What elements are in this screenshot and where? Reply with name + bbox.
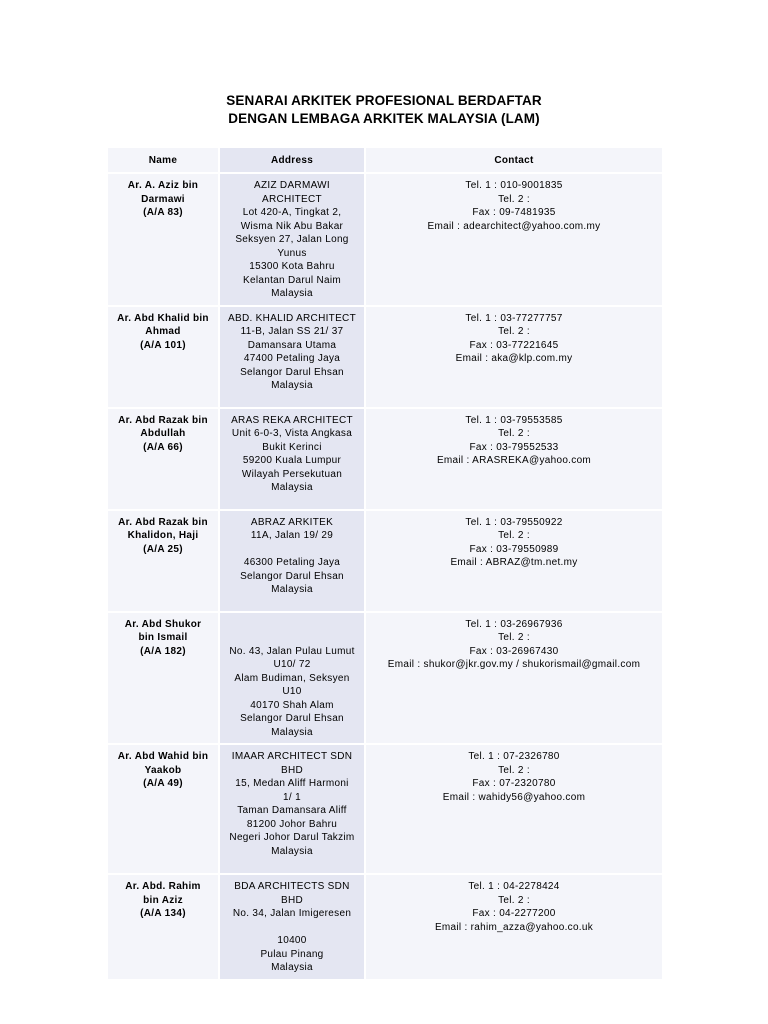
title-line-1: SENARAI ARKITEK PROFESIONAL BERDAFTAR <box>226 93 542 108</box>
address-line: AZIZ DARMAWI ARCHITECT <box>253 180 330 205</box>
address-cell <box>220 875 364 979</box>
architect-name-cell <box>108 511 218 611</box>
table-row <box>108 511 662 611</box>
name-line: Abdullah <box>140 428 186 439</box>
name-line: Ar. Abd Wahid bin <box>117 751 209 762</box>
contact-line: Tel. 1 : 03-26967936 <box>465 618 563 630</box>
contact-line: Tel. 1 : 010-9001835 <box>465 180 563 191</box>
address-line: Taman Damansara Aliff <box>237 805 347 816</box>
contact-line: Email : aka@klp.com.my <box>455 353 573 364</box>
contact-line: Email : wahidy56@yahoo.com <box>442 791 586 803</box>
address-line: Wisma Nik Abu Bakar <box>240 220 344 232</box>
address-line <box>223 921 361 935</box>
name-line: (A/A 83) <box>143 207 183 218</box>
architect-name-cell <box>108 307 218 407</box>
contact-line: Tel. 1 : 03-79553585 <box>465 414 563 426</box>
address-line: No. 43, Jalan Pulau Lumut <box>229 645 355 657</box>
table-row <box>108 307 662 407</box>
address-line: No. 34, Jalan Imigeresen <box>232 908 352 919</box>
name-line: bin Ismail <box>138 632 188 643</box>
contact-line: Email : ARASREKA@yahoo.com <box>436 455 592 466</box>
contact-line: Fax : 03-79550989 <box>469 543 559 555</box>
address-line: Seksyen 27, Jalan Long <box>235 234 349 245</box>
name-line: (A/A 101) <box>140 339 186 351</box>
contact-line: Fax : 07-2320780 <box>472 778 556 789</box>
contact-line: Tel. 1 : 03-79550922 <box>465 516 563 528</box>
address-line: Malaysia <box>271 962 313 973</box>
address-line: 15, Medan Aliff Harmoni <box>235 778 349 789</box>
address-line: Yunus <box>277 247 307 259</box>
address-line: 11A, Jalan 19/ 29 <box>250 530 334 541</box>
address-line: Malaysia <box>271 726 313 738</box>
address-line: Unit 6-0-3, Vista Angkasa <box>231 428 353 439</box>
contact-cell <box>366 613 662 744</box>
name-line: Ar. Abd Shukor <box>124 618 202 630</box>
address-line: Bukit Kerinci <box>262 441 322 453</box>
contact-line: Tel. 2 : <box>498 632 530 643</box>
architects-table <box>106 146 664 981</box>
name-line: Ar. A. Aziz bin <box>127 180 199 191</box>
contact-cell <box>366 307 662 407</box>
address-line: ARAS REKA ARCHITECT <box>231 414 353 426</box>
address-cell <box>220 745 364 873</box>
name-line: Ar. Abd Khalid bin <box>117 312 209 324</box>
address-line: Malaysia <box>271 288 313 299</box>
address-line: Kelantan Darul Naim <box>243 274 341 286</box>
architect-name-cell <box>108 409 218 509</box>
contact-line: Tel. 1 : 07-2326780 <box>468 751 560 762</box>
contact-line: Fax : 09-7481935 <box>472 207 556 218</box>
address-line: Selangor Darul Ehsan <box>240 366 344 378</box>
table-row <box>108 409 662 509</box>
architect-name-cell <box>108 174 218 305</box>
address-line: Malaysia <box>271 584 313 595</box>
address-line <box>223 618 361 632</box>
name-line: Darmawi <box>141 193 185 205</box>
address-line <box>223 543 361 557</box>
contact-line: Email : rahim_azza@yahoo.co.uk <box>434 921 594 933</box>
contact-line: Fax : 04-2277200 <box>472 908 556 919</box>
architect-name-cell <box>108 613 218 744</box>
header-contact: Contact <box>366 148 662 172</box>
address-line: 40170 Shah Alam <box>250 699 334 711</box>
architect-name-cell <box>108 745 218 873</box>
address-line: U10/ 72 <box>273 659 311 670</box>
contact-line: Fax : 03-77221645 <box>469 339 559 351</box>
name-line: Ar. Abd Razak bin <box>118 516 208 528</box>
address-line: Selangor Darul Ehsan <box>240 713 344 724</box>
address-line: BHD <box>280 764 303 776</box>
name-line: Yaakob <box>144 764 182 776</box>
contact-line: Tel. 1 : 03-77277757 <box>465 312 563 324</box>
name-line: (A/A 49) <box>143 778 183 789</box>
contact-line: Tel. 2 : <box>498 193 530 205</box>
address-line: Lot 420-A, Tingkat 2, <box>242 207 342 218</box>
name-line: (A/A 25) <box>143 543 183 555</box>
address-line <box>223 631 361 645</box>
name-line: (A/A 182) <box>140 645 186 657</box>
address-line: Damansara Utama <box>247 339 337 351</box>
address-line: 11-B, Jalan SS 21/ 37 <box>240 326 344 337</box>
contact-line: Tel. 2 : <box>498 894 530 906</box>
table-row <box>108 174 662 305</box>
address-line: Pulau Pinang <box>260 948 324 960</box>
contact-line: Fax : 03-79552533 <box>469 441 559 453</box>
title-line-2: DENGAN LEMBAGA ARKITEK MALAYSIA (LAM) <box>228 111 540 126</box>
address-line: Malaysia <box>271 482 313 493</box>
contact-line: Tel. 2 : <box>498 326 530 337</box>
contact-line: Fax : 03-26967430 <box>469 645 559 657</box>
table-row <box>108 875 662 979</box>
table-row <box>108 613 662 744</box>
address-line: 10400 <box>277 935 307 946</box>
address-line: BDA ARCHITECTS SDN BHD <box>234 881 350 906</box>
name-line: Khalidon, Haji <box>127 530 199 541</box>
header-address: Address <box>220 148 364 172</box>
table-header-row <box>108 148 662 172</box>
address-line: Wilayah Persekutuan <box>241 468 343 480</box>
address-line: 81200 Johor Bahru <box>246 818 338 830</box>
address-line: 15300 Kota Bahru <box>249 261 335 272</box>
address-cell <box>220 307 364 407</box>
address-line: 47400 Petaling Jaya <box>243 353 341 364</box>
address-line: Malaysia <box>271 380 313 391</box>
table-row <box>108 745 662 873</box>
contact-line: Tel. 2 : <box>498 428 530 439</box>
address-line: Selangor Darul Ehsan <box>240 570 344 582</box>
contact-line: Tel. 2 : <box>498 530 530 541</box>
address-line: Alam Budiman, Seksyen <box>234 672 350 684</box>
address-line: ABRAZ ARKITEK <box>250 516 334 528</box>
name-line: bin Aziz <box>143 894 183 906</box>
contact-cell <box>366 409 662 509</box>
document-title <box>0 92 768 128</box>
address-line: Negeri Johor Darul Takzim <box>229 832 355 843</box>
address-cell <box>220 174 364 305</box>
address-line: ABD. KHALID ARCHITECT <box>228 312 356 324</box>
address-cell <box>220 613 364 744</box>
architect-name-cell <box>108 875 218 979</box>
header-name: Name <box>108 148 218 172</box>
name-line: Ahmad <box>145 326 181 337</box>
name-line: Ar. Abd. Rahim <box>125 881 201 892</box>
contact-cell <box>366 174 662 305</box>
name-line: (A/A 134) <box>140 908 186 919</box>
contact-line: Tel. 2 : <box>498 764 530 776</box>
address-line: IMAAR ARCHITECT SDN <box>231 751 353 762</box>
contact-line: Email : ABRAZ@tm.net.my <box>450 557 578 568</box>
contact-cell <box>366 875 662 979</box>
address-line: Malaysia <box>271 845 313 857</box>
name-line: (A/A 66) <box>143 441 183 453</box>
contact-cell <box>366 745 662 873</box>
address-cell <box>220 409 364 509</box>
contact-line: Email : adearchitect@yahoo.com.my <box>427 220 601 232</box>
address-cell <box>220 511 364 611</box>
address-line: 59200 Kuala Lumpur <box>242 455 342 466</box>
address-line: 46300 Petaling Jaya <box>243 557 341 568</box>
address-line: U10 <box>282 686 302 697</box>
address-line: 1/ 1 <box>283 791 301 803</box>
name-line: Ar. Abd Razak bin <box>118 414 208 426</box>
contact-cell <box>366 511 662 611</box>
contact-line: Email : shukor@jkr.gov.my / shukorismail@gmail.com <box>387 659 641 670</box>
contact-line: Tel. 1 : 04-2278424 <box>468 881 560 892</box>
